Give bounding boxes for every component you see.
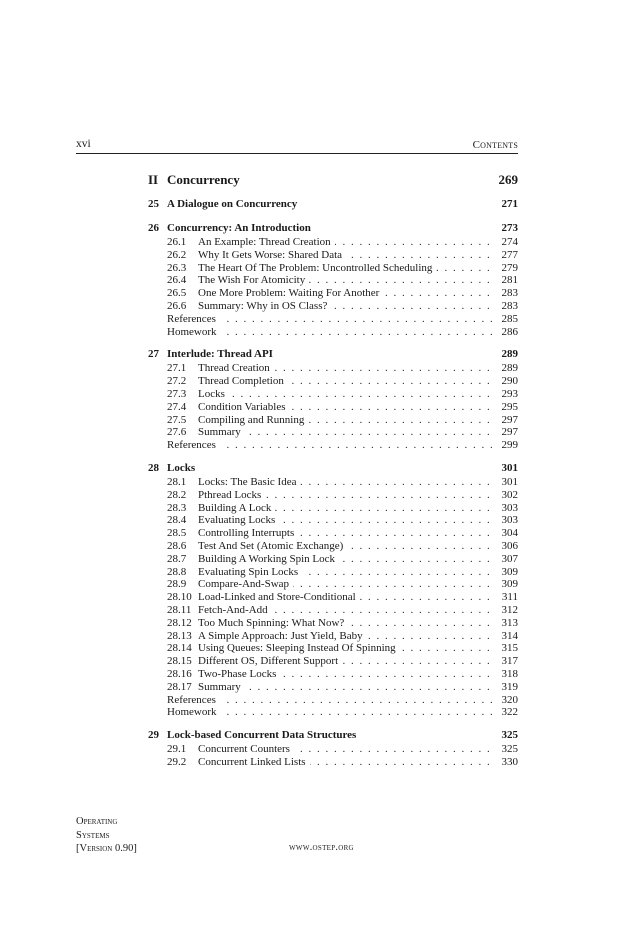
entry-leader <box>198 681 496 694</box>
entry-title: The Wish For Atomicity <box>198 274 309 286</box>
entry-number: 28.16 <box>167 667 192 680</box>
footer-line: Operating <box>76 816 118 827</box>
toc-chapter-heading[interactable] <box>148 222 518 236</box>
entry-page: 297 <box>501 426 518 439</box>
entry-page: 289 <box>501 362 518 375</box>
entry-leader <box>198 362 496 375</box>
entry-number: 28.9 <box>167 578 187 591</box>
toc-entry[interactable] <box>148 553 518 566</box>
entry-title: A Simple Approach: Just Yield, Baby <box>198 630 367 642</box>
toc-chapter <box>148 348 518 452</box>
toc-entry[interactable] <box>148 642 518 655</box>
toc-entry[interactable] <box>148 300 518 313</box>
entry-title: Concurrent Counters <box>198 743 294 755</box>
chapter-page: 271 <box>501 198 518 210</box>
toc-entry[interactable] <box>148 426 518 439</box>
entry-title: Concurrent Linked Lists <box>198 756 310 768</box>
entry-number: 28.5 <box>167 527 187 540</box>
entry-leader <box>167 694 496 707</box>
toc-entry[interactable] <box>148 401 518 414</box>
entry-leader <box>198 262 496 275</box>
chapter-page: 301 <box>501 461 518 474</box>
entry-title: Too Much Spinning: What Now? <box>198 617 348 629</box>
entry-title: Thread Completion <box>198 375 288 387</box>
entry-page: 318 <box>501 667 518 680</box>
entry-number: 26.3 <box>167 261 187 274</box>
entry-leader <box>198 527 496 540</box>
entry-page: 295 <box>501 400 518 413</box>
toc-chapter-heading[interactable] <box>148 348 518 362</box>
entry-leader <box>198 375 496 388</box>
entry-leader <box>198 604 496 617</box>
entry-leader <box>198 566 496 579</box>
entry-page: 322 <box>501 706 518 719</box>
toc-entry[interactable] <box>148 439 518 452</box>
entry-leader <box>198 249 496 262</box>
entry-title: Compare-And-Swap <box>198 578 293 590</box>
entry-leader <box>167 706 496 719</box>
toc-entry[interactable] <box>148 388 518 401</box>
chapter-number: 27 <box>148 348 159 361</box>
entry-number: 28.3 <box>167 501 187 514</box>
entry-title: Thread Creation <box>198 362 274 374</box>
entry-title: Homework <box>167 326 221 338</box>
entry-page: 320 <box>501 693 518 706</box>
chapter-title: Interlude: Thread API <box>167 348 273 361</box>
chapter-number: 29 <box>148 729 159 742</box>
entry-number: 28.2 <box>167 488 187 501</box>
entry-page: 330 <box>501 755 518 768</box>
toc-entry[interactable] <box>148 489 518 502</box>
part-title: Concurrency <box>167 172 240 187</box>
entry-title: Evaluating Locks <box>198 514 279 526</box>
entry-leader <box>198 414 496 427</box>
toc-chapter-heading[interactable] <box>148 729 518 743</box>
entry-title: References <box>167 313 220 325</box>
entry-leader <box>198 236 496 249</box>
entry-leader <box>198 388 496 401</box>
entry-leader <box>198 274 496 287</box>
toc-entry[interactable] <box>148 236 518 249</box>
chapter-number: 26 <box>148 222 159 234</box>
entry-title: Summary <box>198 426 245 438</box>
entry-title: Homework <box>167 706 221 718</box>
entry-number: 28.7 <box>167 552 187 565</box>
entry-title: Building A Lock <box>198 502 275 514</box>
chapter-title: Lock-based Concurrent Data Structures <box>167 729 357 742</box>
entry-title: Controlling Interrupts <box>198 527 298 539</box>
entry-page: 297 <box>501 413 518 426</box>
toc-entry[interactable] <box>148 694 518 707</box>
entry-number: 27.4 <box>167 400 187 413</box>
entry-page: 313 <box>501 616 518 629</box>
entry-number: 27.6 <box>167 426 187 439</box>
entry-page: 277 <box>501 248 518 261</box>
entry-title: Building A Working Spin Lock <box>198 553 339 565</box>
entry-page: 314 <box>501 629 518 642</box>
chapter-number: 28 <box>148 461 159 474</box>
toc-entry[interactable] <box>148 362 518 375</box>
chapter-title: A Dialogue on Concurrency <box>167 198 298 210</box>
chapter-page: 325 <box>501 729 518 742</box>
entry-page: 293 <box>501 387 518 400</box>
footer-book-info <box>76 815 137 856</box>
entry-title: Locks: The Basic Idea <box>198 476 300 488</box>
entry-title: Different OS, Different Support <box>198 655 342 667</box>
entry-page: 309 <box>501 578 518 591</box>
entry-title: References <box>167 694 220 706</box>
entry-page: 285 <box>501 312 518 325</box>
entry-number: 28.15 <box>167 655 192 668</box>
entry-number: 28.13 <box>167 629 192 642</box>
toc-chapter <box>148 222 518 338</box>
toc-entry[interactable] <box>148 756 518 769</box>
chapter-title: Concurrency: An Introduction <box>167 222 311 234</box>
toc-entry[interactable] <box>148 527 518 540</box>
chapter-number: 25 <box>148 198 159 210</box>
entry-number: 29.1 <box>167 743 187 756</box>
entry-title: Two-Phase Locks <box>198 668 280 680</box>
toc-entry[interactable] <box>148 681 518 694</box>
footer-line: [Version 0.90] <box>76 843 137 854</box>
entry-number: 27.3 <box>167 387 187 400</box>
entry-page: 309 <box>501 565 518 578</box>
toc-entry[interactable] <box>148 262 518 275</box>
entry-leader <box>198 617 496 630</box>
entry-page: 286 <box>501 325 518 338</box>
entry-number: 27.1 <box>167 362 187 375</box>
entry-number: 28.1 <box>167 475 187 488</box>
entry-page: 279 <box>501 261 518 274</box>
chapter-page: 289 <box>501 348 518 361</box>
entry-number: 28.17 <box>167 680 192 693</box>
entry-title: One More Problem: Waiting For Another <box>198 287 383 299</box>
entry-leader <box>167 326 496 339</box>
toc-entry[interactable] <box>148 668 518 681</box>
entry-number: 27.2 <box>167 375 187 388</box>
entry-leader <box>198 489 496 502</box>
entry-number: 28.14 <box>167 642 192 655</box>
toc-entry[interactable] <box>148 476 518 489</box>
entry-title: Why It Gets Worse: Shared Data <box>198 249 346 261</box>
entry-page: 312 <box>501 603 518 616</box>
entry-title: Compiling and Running <box>198 414 308 426</box>
toc-entry[interactable] <box>148 617 518 630</box>
entry-leader <box>198 300 496 313</box>
entry-leader <box>198 642 496 655</box>
toc-chapter-heading[interactable] <box>148 198 518 212</box>
entry-page: 283 <box>501 299 518 312</box>
toc-entry[interactable] <box>148 655 518 668</box>
entry-leader <box>198 426 496 439</box>
entry-number: 28.8 <box>167 565 187 578</box>
entry-page: 303 <box>501 514 518 527</box>
entry-page: 306 <box>501 539 518 552</box>
entry-title: Pthread Locks <box>198 489 265 501</box>
entry-page: 307 <box>501 552 518 565</box>
entry-page: 317 <box>501 655 518 668</box>
chapter-page: 273 <box>501 222 518 234</box>
entry-page: 299 <box>501 439 518 452</box>
entry-number: 28.6 <box>167 539 187 552</box>
entry-leader <box>198 287 496 300</box>
entry-leader <box>198 655 496 668</box>
entry-leader <box>198 401 496 414</box>
toc-entry[interactable] <box>148 604 518 617</box>
part-number: II <box>148 172 159 187</box>
toc-entry[interactable] <box>148 287 518 300</box>
table-of-contents <box>148 170 518 769</box>
entry-page: 325 <box>501 743 518 756</box>
entry-number: 28.10 <box>167 591 192 604</box>
entry-leader <box>198 578 496 591</box>
entry-leader <box>198 476 496 489</box>
toc-entry[interactable] <box>148 706 518 719</box>
entry-leader <box>198 514 496 527</box>
footer-website[interactable]: www.ostep.org <box>289 842 354 853</box>
header-section-title: Contents <box>472 139 518 151</box>
entry-page: 319 <box>501 680 518 693</box>
entry-title: Fetch-And-Add <box>198 604 272 616</box>
toc-entry[interactable] <box>148 566 518 579</box>
entry-page: 274 <box>501 236 518 248</box>
toc-entry[interactable] <box>148 514 518 527</box>
entry-title: Summary: Why in OS Class? <box>198 300 331 312</box>
toc-entry[interactable] <box>148 326 518 339</box>
entry-leader <box>198 553 496 566</box>
entry-number: 26.1 <box>167 236 187 248</box>
toc-entry[interactable] <box>148 630 518 643</box>
entry-page: 301 <box>501 475 518 488</box>
entry-title: Locks <box>198 388 229 400</box>
entry-leader <box>198 502 496 515</box>
entry-number: 26.4 <box>167 274 187 287</box>
entry-page: 311 <box>501 591 518 604</box>
entry-page: 283 <box>501 287 518 300</box>
entry-title: Test And Set (Atomic Exchange) <box>198 540 347 552</box>
header-page-number: xvi <box>76 138 91 150</box>
toc-chapter <box>148 198 518 212</box>
entry-page: 315 <box>501 642 518 655</box>
entry-number: 26.6 <box>167 299 187 312</box>
part-page: 269 <box>498 172 518 187</box>
entry-number: 27.5 <box>167 413 187 426</box>
running-header <box>76 137 518 154</box>
toc-chapter <box>148 462 518 719</box>
toc-entry[interactable] <box>148 743 518 756</box>
entry-number: 29.2 <box>167 755 187 768</box>
toc-part-heading[interactable] <box>148 170 518 192</box>
toc-entry[interactable] <box>148 502 518 515</box>
entry-page: 290 <box>501 375 518 388</box>
entry-title: Using Queues: Sleeping Instead Of Spinning <box>198 642 400 654</box>
entry-number: 28.11 <box>167 603 192 616</box>
entry-page: 281 <box>501 274 518 287</box>
entry-leader <box>198 591 496 604</box>
entry-title: An Example: Thread Creation <box>198 236 335 248</box>
entry-leader <box>198 756 496 769</box>
entry-number: 28.12 <box>167 616 192 629</box>
entry-title: Load-Linked and Store-Conditional <box>198 591 360 603</box>
toc-chapter-heading[interactable] <box>148 462 518 476</box>
toc-entry[interactable] <box>148 313 518 326</box>
entry-title: Summary <box>198 681 245 693</box>
toc-entry[interactable] <box>148 540 518 553</box>
chapter-title: Locks <box>167 461 196 474</box>
toc-entry[interactable] <box>148 414 518 427</box>
entry-title: References <box>167 439 220 451</box>
entry-leader <box>198 630 496 643</box>
toc-entry[interactable] <box>148 578 518 591</box>
entry-leader <box>198 743 496 756</box>
toc-chapter <box>148 729 518 769</box>
entry-leader <box>198 668 496 681</box>
entry-number: 28.4 <box>167 514 187 527</box>
entry-leader <box>167 313 496 326</box>
entry-title: Condition Variables <box>198 401 289 413</box>
entry-title: The Heart Of The Problem: Uncontrolled Scheduling <box>198 262 436 274</box>
toc-entry[interactable] <box>148 249 518 262</box>
toc-entry[interactable] <box>148 591 518 604</box>
entry-leader <box>167 439 496 452</box>
entry-number: 26.5 <box>167 287 187 300</box>
entry-page: 302 <box>501 488 518 501</box>
toc-entry[interactable] <box>148 274 518 287</box>
entry-title: Evaluating Spin Locks <box>198 566 302 578</box>
entry-page: 304 <box>501 527 518 540</box>
entry-number: 26.2 <box>167 248 187 261</box>
entry-leader <box>198 540 496 553</box>
entry-page: 303 <box>501 501 518 514</box>
footer-line: Systems <box>76 829 110 841</box>
toc-entry[interactable] <box>148 375 518 388</box>
